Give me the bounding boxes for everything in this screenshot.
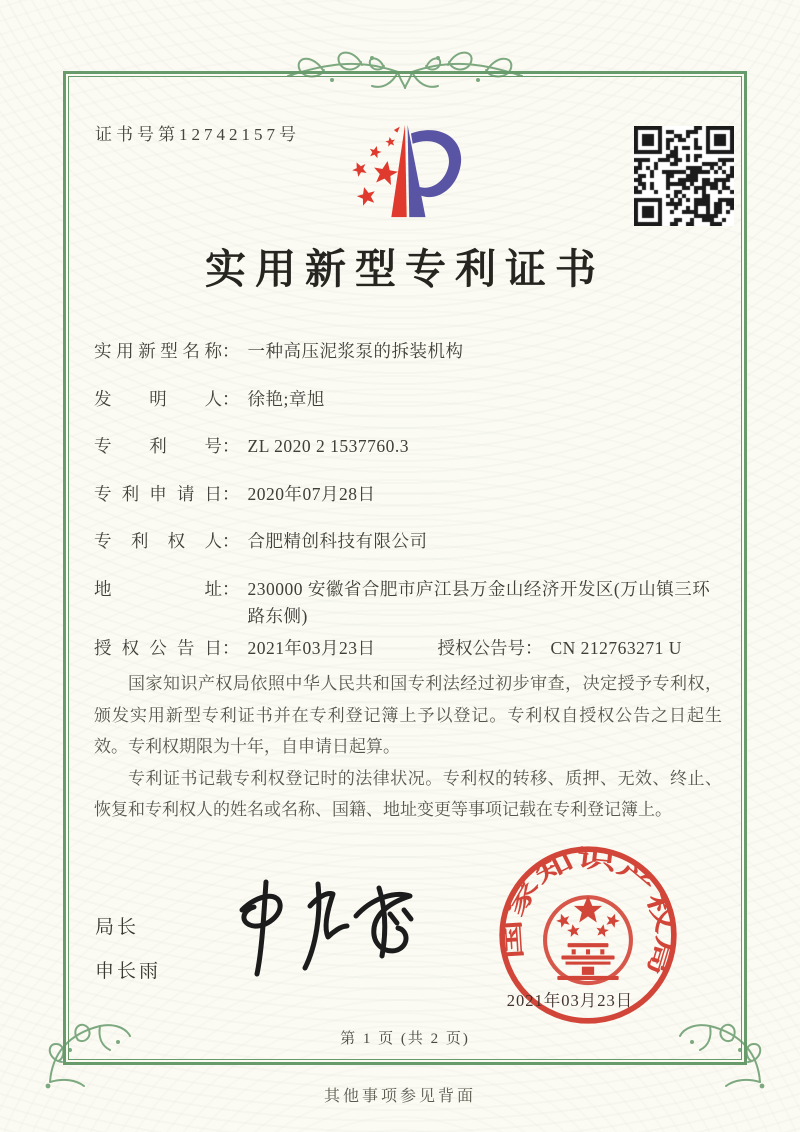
field-list	[94, 338, 724, 682]
field-label: 专利权人	[94, 531, 222, 551]
back-note: 其他事项参见背面	[323, 1088, 476, 1105]
field-row-grant	[94, 635, 724, 662]
field-value: 2021年03月23日	[247, 637, 376, 658]
field-value: 2020年07月28日	[247, 483, 376, 504]
field-label: 地址	[94, 578, 222, 599]
field-value: 徐艳;章旭	[247, 388, 325, 409]
field-value: 一种高压泥浆泵的拆装机构	[247, 341, 464, 361]
seal-text: 国家知识产权局	[500, 845, 678, 964]
legal-paragraph: 国家知识产权局依照中华人民共和国专利法经过初步审查，决定授予专利权，颁发实用新型专利证书并在专利登记簿上予以登记。专利权自授权公告之日起生效。专利权期限为十年，自申请日起算。	[94, 674, 722, 756]
field-value: CN 212763271 U	[550, 637, 682, 658]
field-label: 发明人	[94, 388, 222, 409]
field-row-name: 实用新型名称 ： 一种高压泥浆泵的拆装机构	[94, 338, 724, 365]
legal-paragraph: 专利证书记载专利权登记时的法律状况。专利权的转移、质押、无效、终止、恢复和专利权人的姓名或名称、国籍、地址变更等事项记载在专利登记簿上。	[94, 768, 722, 819]
field-row-inventor: 发明人 ： 徐艳;章旭	[94, 386, 724, 413]
qr-code	[634, 126, 734, 226]
certificate-border	[63, 71, 747, 1065]
field-label: 授权公告号	[437, 637, 525, 658]
director-signature-icon	[214, 870, 424, 995]
legal-text	[94, 668, 722, 826]
field-value: 230000 安徽省合肥市庐江县万金山经济开发区(万山镇三环路东侧)	[247, 578, 711, 626]
field-row-patent-number: 专利号 ： ZL 2020 2 1537760.3	[94, 433, 724, 460]
top-flourish-icon	[280, 44, 530, 106]
field-label: 授权公告日	[94, 637, 222, 658]
field-label: 专利号	[94, 436, 222, 456]
certificate-number: 证书号第12742157号	[95, 125, 300, 144]
field-grant-number: 授权公告号 ： CN 212763271 U	[438, 635, 682, 662]
field-grant-date: 授权公告日 ： 2021年03月23日	[94, 635, 376, 662]
page-title: 实用新型专利证书	[205, 246, 605, 292]
director-block	[95, 912, 161, 983]
field-label: 实用新型名称	[94, 341, 222, 361]
page-number: 第 1 页 (共 2 页)	[340, 1031, 470, 1047]
seal-date: 2021年03月23日	[506, 991, 634, 1010]
field-row-address: 地址 ： 230000 安徽省合肥市庐江县万金山经济开发区(万山镇三环路东侧)	[94, 576, 724, 630]
field-value: ZL 2020 2 1537760.3	[247, 436, 409, 456]
field-row-patentee: 专利权人 ： 合肥精创科技有限公司	[94, 528, 724, 555]
director-name: 申长雨	[95, 961, 162, 982]
director-title: 局长	[95, 917, 140, 938]
field-label: 专利申请日	[94, 483, 222, 504]
field-value: 合肥精创科技有限公司	[247, 531, 428, 551]
field-row-filing-date: 专利申请日 ： 2020年07月28日	[94, 481, 724, 508]
cnipa-logo-icon	[341, 112, 469, 235]
